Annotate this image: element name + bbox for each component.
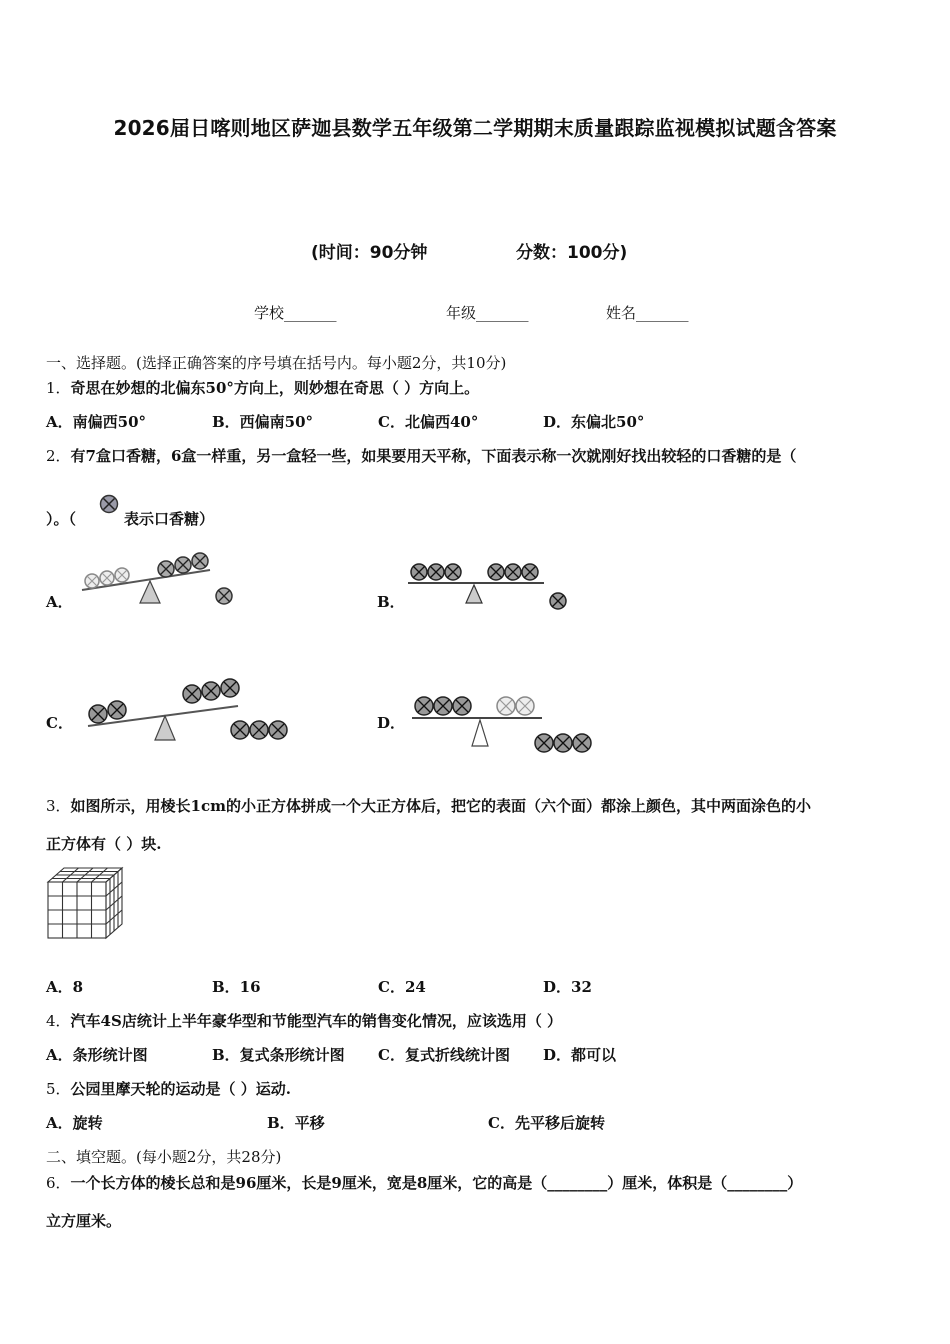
q1-option-d[interactable]: D．东偏北50°	[543, 413, 645, 431]
question-number: 1．	[46, 379, 71, 397]
question-number: 5．	[46, 1080, 71, 1098]
q4-option-d[interactable]: D．都可以	[543, 1046, 617, 1064]
question-text: 奇思在妙想的北偏东50°方向上，则妙想在奇思（ ）方向上。	[70, 379, 480, 397]
page-title: 2026届日喀则地区萨迦县数学五年级第二学期期末质量跟踪监视模拟试题含答案	[113, 116, 837, 140]
q1-option-a[interactable]: A．南偏西50°	[46, 413, 147, 431]
question-3	[46, 795, 811, 816]
question-text: 如图所示，用棱长1cm的小正方体拼成一个大正方体后，把它的表面（六个面）都涂上颜色，其中两面涂色的小	[70, 797, 811, 815]
q4-option-c[interactable]: C．复式折线统计图	[378, 1046, 510, 1064]
exam-score: 分数：100分)	[516, 243, 628, 263]
question-number: 2．	[46, 447, 71, 465]
question-text: 汽车4S店统计上半年豪华型和节能型汽车的销售变化情况，应该选用（ ）	[70, 1012, 563, 1030]
question-text: 公园里摩天轮的运动是（ ）运动.	[70, 1080, 291, 1098]
question-5	[46, 1078, 291, 1099]
question-1	[46, 377, 479, 398]
question-6-cont: 立方厘米。	[46, 1212, 122, 1230]
exam-time: (时间：90分钟	[311, 243, 428, 263]
q4-option-a[interactable]: A．条形统计图	[46, 1046, 148, 1064]
question-4	[46, 1010, 562, 1031]
question-2-cont: ）。（	[46, 510, 77, 528]
grade-field[interactable]: 年级_______	[446, 304, 529, 322]
school-field[interactable]: 学校_______	[254, 304, 337, 322]
question-6	[46, 1172, 802, 1193]
q5-option-a[interactable]: A．旋转	[46, 1114, 103, 1132]
question-number: 6．	[46, 1174, 71, 1192]
q2-option-a[interactable]: A．	[46, 593, 73, 611]
q1-option-c[interactable]: C．北偏西40°	[378, 413, 479, 431]
question-text: 一个长方体的棱长总和是96厘米，长是9厘米，宽是8厘米，它的高是（________）厘米，体积是（________）	[70, 1174, 803, 1192]
section-2-heading: 二、填空题。(每小题2分，共28分)	[46, 1148, 282, 1166]
balance-scale-icon	[78, 548, 248, 610]
q3-option-d[interactable]: D．32	[543, 978, 592, 996]
q2-option-c[interactable]: C．	[46, 714, 73, 732]
q4-option-b[interactable]: B．复式条形统计图	[212, 1046, 345, 1064]
question-text: 有7盒口香糖，6盒一样重，另一盒轻一些，如果要用天平称，下面表示称一次就刚好找出较轻的口香糖的是（	[70, 447, 797, 465]
question-2	[46, 445, 796, 466]
question-2-legend: 表示口香糖）	[124, 510, 215, 528]
q3-option-a[interactable]: A．8	[46, 978, 84, 996]
balance-scale-icon	[82, 672, 302, 746]
question-number: 4．	[46, 1012, 71, 1030]
q1-option-b[interactable]: B．西偏南50°	[212, 413, 314, 431]
q5-option-b[interactable]: B．平移	[267, 1114, 325, 1132]
balance-scale-icon	[406, 556, 576, 614]
gum-box-icon	[99, 494, 119, 514]
q2-option-b[interactable]: B．	[377, 593, 405, 611]
balance-scale-icon	[410, 688, 610, 754]
question-3-cont: 正方体有（ ）块.	[46, 835, 162, 853]
name-field[interactable]: 姓名_______	[606, 304, 689, 322]
cube-figure-icon	[48, 866, 126, 942]
q3-option-b[interactable]: B．16	[212, 978, 261, 996]
section-1-heading: 一、选择题。(选择正确答案的序号填在括号内。每小题2分，共10分)	[46, 354, 507, 372]
q5-option-c[interactable]: C．先平移后旋转	[488, 1114, 605, 1132]
question-number: 3．	[46, 797, 71, 815]
q3-option-c[interactable]: C．24	[378, 978, 426, 996]
q2-option-d[interactable]: D．	[377, 714, 406, 732]
